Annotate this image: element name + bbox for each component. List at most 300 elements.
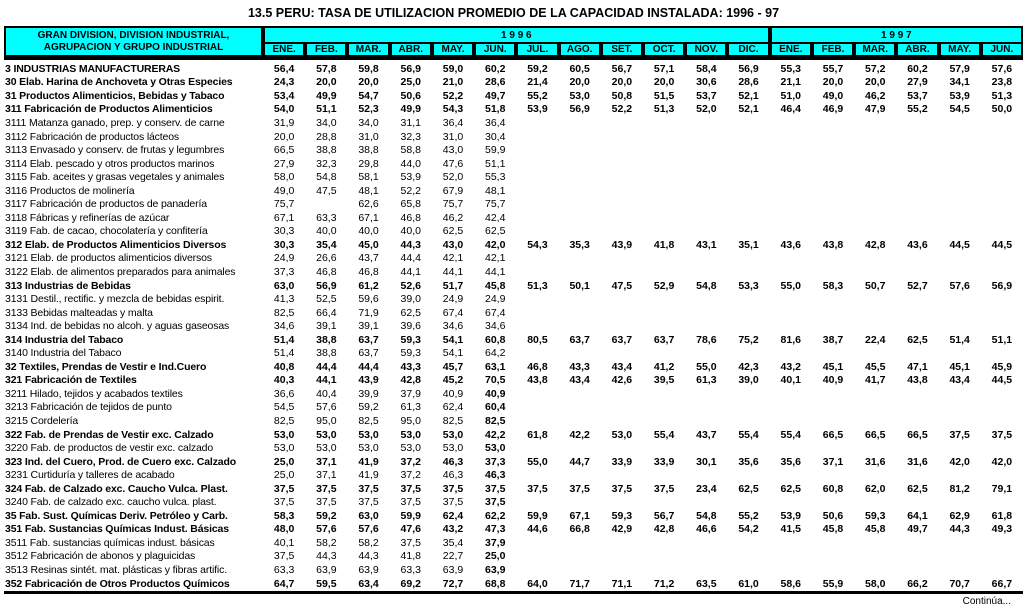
table-row bbox=[4, 536, 1023, 550]
value-cell: 36,4 bbox=[485, 116, 506, 129]
row-label: 3215 Cordelería bbox=[5, 414, 79, 427]
row-label: 3114 Elab. pescado y otros productos marinos bbox=[5, 157, 215, 170]
row-label: 352 Fabricación de Otros Productos Químicos bbox=[5, 577, 230, 590]
value-cell: 51,0 bbox=[780, 89, 801, 102]
value-cell: 41,8 bbox=[400, 550, 421, 563]
row-label: 3133 Bebidas malteadas y malta bbox=[5, 306, 153, 319]
value-cell: 71,1 bbox=[611, 577, 633, 590]
month-header-1997-may: MAY. bbox=[939, 42, 981, 57]
value-cell: 31,6 bbox=[907, 455, 928, 468]
value-cell: 58,3 bbox=[822, 279, 844, 292]
value-cell: 53,0 bbox=[273, 442, 295, 455]
value-cell: 24,9 bbox=[442, 293, 464, 306]
value-cell: 25,0 bbox=[273, 469, 295, 482]
value-cell: 37,5 bbox=[485, 496, 506, 509]
value-cell: 82,5 bbox=[358, 414, 379, 427]
value-cell: 67,9 bbox=[442, 184, 464, 197]
value-cell: 42,4 bbox=[485, 211, 506, 224]
value-cell: 37,9 bbox=[485, 536, 506, 549]
value-cell: 61,8 bbox=[527, 428, 548, 441]
value-cell: 54,8 bbox=[316, 171, 337, 184]
value-cell: 43,3 bbox=[569, 360, 590, 373]
value-cell: 40,3 bbox=[273, 374, 295, 387]
value-cell: 46,2 bbox=[865, 89, 886, 102]
value-cell: 81,6 bbox=[780, 333, 801, 346]
value-cell: 51,4 bbox=[273, 333, 295, 346]
value-cell: 38,8 bbox=[358, 144, 379, 157]
value-cell: 54,5 bbox=[949, 103, 970, 116]
value-cell: 41,7 bbox=[865, 374, 886, 387]
value-cell: 49,9 bbox=[400, 103, 421, 116]
value-cell: 30,3 bbox=[273, 225, 295, 238]
value-cell: 45,1 bbox=[822, 360, 844, 373]
value-cell: 42,2 bbox=[569, 428, 590, 441]
value-cell: 42,6 bbox=[611, 374, 633, 387]
row-label: 3118 Fábricas y refinerías de azúcar bbox=[5, 211, 170, 224]
value-cell: 56,9 bbox=[991, 279, 1013, 292]
value-cell: 43,2 bbox=[442, 523, 464, 536]
value-cell: 57,6 bbox=[991, 62, 1013, 75]
month-header-1996-nov: NOV. bbox=[685, 42, 727, 57]
value-cell: 28,8 bbox=[316, 130, 337, 143]
month-header-1997-mar: MAR. bbox=[854, 42, 896, 57]
value-cell: 58,4 bbox=[696, 62, 717, 75]
table-row bbox=[4, 279, 1023, 293]
value-cell: 31,6 bbox=[865, 455, 886, 468]
value-cell: 62,5 bbox=[907, 482, 928, 495]
value-cell: 53,9 bbox=[527, 103, 548, 116]
value-cell: 59,2 bbox=[316, 509, 337, 522]
value-cell: 47,5 bbox=[611, 279, 633, 292]
value-cell: 58,3 bbox=[273, 509, 295, 522]
value-cell: 30,6 bbox=[696, 76, 717, 89]
value-cell: 37,5 bbox=[991, 428, 1013, 441]
value-cell: 24,9 bbox=[273, 252, 295, 265]
value-cell: 44,3 bbox=[400, 238, 421, 251]
value-cell: 28,6 bbox=[738, 76, 759, 89]
value-cell: 36,4 bbox=[442, 116, 464, 129]
value-cell: 23,4 bbox=[696, 482, 717, 495]
value-cell: 63,7 bbox=[569, 333, 590, 346]
row-header-line1: GRAN DIVISION, DIVISION INDUSTRIAL, bbox=[37, 29, 230, 41]
table-row bbox=[4, 184, 1023, 198]
value-cell: 46,4 bbox=[780, 103, 801, 116]
value-cell: 60,5 bbox=[569, 62, 590, 75]
value-cell: 62,5 bbox=[738, 482, 759, 495]
value-cell: 53,9 bbox=[400, 171, 421, 184]
value-cell: 54,7 bbox=[358, 89, 379, 102]
row-label: 3511 Fab. sustancias químicas indust. básicas bbox=[5, 536, 215, 549]
value-cell: 39,5 bbox=[653, 374, 675, 387]
table-row bbox=[4, 265, 1023, 279]
month-header-1996-may: MAY. bbox=[432, 42, 474, 57]
value-cell: 82,5 bbox=[273, 414, 295, 427]
value-cell: 52,1 bbox=[738, 103, 759, 116]
value-cell: 75,7 bbox=[485, 198, 506, 211]
value-cell: 37,2 bbox=[400, 469, 421, 482]
value-cell: 51,1 bbox=[991, 333, 1013, 346]
value-cell: 53,0 bbox=[442, 442, 464, 455]
value-cell: 44,1 bbox=[442, 265, 464, 278]
value-cell: 20,0 bbox=[273, 130, 295, 143]
year-1996-header: 1 9 9 6 bbox=[263, 26, 770, 42]
value-cell: 45,7 bbox=[442, 360, 464, 373]
table-row bbox=[4, 197, 1023, 211]
value-cell: 55,0 bbox=[780, 279, 801, 292]
value-cell: 30,4 bbox=[485, 130, 506, 143]
row-label: 35 Fab. Sust. Químicas Deriv. Petróleo y Carb. bbox=[5, 509, 228, 522]
value-cell: 51,8 bbox=[485, 103, 506, 116]
value-cell: 60,4 bbox=[485, 401, 506, 414]
value-cell: 45,2 bbox=[442, 374, 464, 387]
value-cell: 66,2 bbox=[907, 577, 928, 590]
value-cell: 56,9 bbox=[400, 62, 421, 75]
row-header-cell bbox=[4, 26, 263, 57]
value-cell: 40,1 bbox=[780, 374, 801, 387]
value-cell: 53,3 bbox=[738, 279, 759, 292]
value-cell: 39,9 bbox=[358, 387, 379, 400]
value-cell: 37,5 bbox=[400, 536, 421, 549]
value-cell: 35,6 bbox=[780, 455, 801, 468]
value-cell: 58,2 bbox=[316, 536, 337, 549]
value-cell: 63,7 bbox=[358, 347, 379, 360]
value-cell: 63,9 bbox=[442, 564, 464, 576]
value-cell: 55,2 bbox=[738, 509, 759, 522]
value-cell: 35,4 bbox=[316, 238, 337, 251]
value-cell: 54,8 bbox=[696, 509, 717, 522]
value-cell: 63,5 bbox=[696, 577, 717, 590]
value-cell: 66,4 bbox=[316, 306, 337, 319]
table-row bbox=[4, 130, 1023, 144]
value-cell: 53,0 bbox=[569, 89, 590, 102]
row-label: 3112 Fabricación de productos lácteos bbox=[5, 130, 180, 143]
value-cell: 60,2 bbox=[485, 62, 506, 75]
value-cell: 51,3 bbox=[527, 279, 548, 292]
value-cell: 55,3 bbox=[485, 171, 506, 184]
table-row bbox=[4, 319, 1023, 333]
value-cell: 51,1 bbox=[316, 103, 337, 116]
value-cell: 39,1 bbox=[316, 320, 337, 333]
value-cell: 44,1 bbox=[316, 374, 337, 387]
value-cell: 42,0 bbox=[949, 455, 970, 468]
value-cell: 81,2 bbox=[949, 482, 970, 495]
value-cell: 82,5 bbox=[273, 306, 295, 319]
value-cell: 44,3 bbox=[316, 550, 337, 563]
value-cell: 58,1 bbox=[358, 171, 379, 184]
value-cell: 34,1 bbox=[949, 76, 970, 89]
value-cell: 42,9 bbox=[611, 523, 633, 536]
value-cell: 34,0 bbox=[358, 116, 379, 129]
value-cell: 26,6 bbox=[316, 252, 337, 265]
value-cell: 61,2 bbox=[358, 279, 379, 292]
value-cell: 70,7 bbox=[949, 577, 970, 590]
row-label: 3131 Destil., rectific. y mezcla de bebidas espirit. bbox=[5, 293, 225, 306]
value-cell: 34,6 bbox=[273, 320, 295, 333]
value-cell: 56,9 bbox=[316, 279, 337, 292]
value-cell: 24,9 bbox=[485, 293, 506, 306]
value-cell: 20,0 bbox=[316, 76, 337, 89]
value-cell: 61,0 bbox=[738, 577, 759, 590]
value-cell: 66,5 bbox=[907, 428, 928, 441]
table-row bbox=[4, 577, 1023, 591]
value-cell: 31,0 bbox=[442, 130, 464, 143]
value-cell: 53,4 bbox=[273, 89, 295, 102]
value-cell: 78,6 bbox=[696, 333, 717, 346]
value-cell: 52,9 bbox=[653, 279, 675, 292]
table-row bbox=[4, 496, 1023, 510]
value-cell: 66,5 bbox=[822, 428, 844, 441]
value-cell: 62,5 bbox=[780, 482, 801, 495]
month-header-1997-ene: ENE. bbox=[770, 42, 812, 57]
value-cell: 39,0 bbox=[400, 293, 421, 306]
value-cell: 75,2 bbox=[738, 333, 759, 346]
value-cell: 64,1 bbox=[907, 509, 928, 522]
value-cell: 56,4 bbox=[273, 62, 295, 75]
value-cell: 56,7 bbox=[611, 62, 633, 75]
value-cell: 52,7 bbox=[907, 279, 928, 292]
value-cell: 60,2 bbox=[907, 62, 928, 75]
value-cell: 44,6 bbox=[527, 523, 548, 536]
value-cell: 53,0 bbox=[485, 442, 506, 455]
value-cell: 55,4 bbox=[653, 428, 675, 441]
value-cell: 25,0 bbox=[400, 76, 421, 89]
table-row bbox=[4, 387, 1023, 401]
value-cell: 37,5 bbox=[316, 496, 337, 509]
value-cell: 67,1 bbox=[569, 509, 590, 522]
value-cell: 35,6 bbox=[738, 455, 759, 468]
value-cell: 53,9 bbox=[780, 509, 801, 522]
value-cell: 55,9 bbox=[822, 577, 844, 590]
value-cell: 42,8 bbox=[400, 374, 421, 387]
value-cell: 40,9 bbox=[822, 374, 844, 387]
value-cell: 49,0 bbox=[822, 89, 844, 102]
value-cell: 24,3 bbox=[273, 76, 295, 89]
value-cell: 66,5 bbox=[865, 428, 886, 441]
table-row bbox=[4, 211, 1023, 225]
value-cell: 59,3 bbox=[400, 347, 421, 360]
value-cell: 22,4 bbox=[865, 333, 886, 346]
row-label: 321 Fabricación de Textiles bbox=[5, 374, 137, 387]
value-cell: 25,0 bbox=[273, 455, 295, 468]
value-cell: 63,9 bbox=[316, 564, 337, 576]
value-cell: 23,8 bbox=[991, 76, 1013, 89]
value-cell: 30,1 bbox=[696, 455, 717, 468]
value-cell: 38,7 bbox=[822, 333, 844, 346]
value-cell: 30,3 bbox=[273, 238, 295, 251]
value-cell: 72,7 bbox=[442, 577, 464, 590]
value-cell: 44,4 bbox=[316, 360, 337, 373]
value-cell: 63,7 bbox=[653, 333, 675, 346]
value-cell: 57,8 bbox=[316, 62, 337, 75]
row-label: 3211 Hilado, tejidos y acabados textiles bbox=[5, 387, 183, 400]
value-cell: 43,8 bbox=[907, 374, 928, 387]
value-cell: 44,3 bbox=[949, 523, 970, 536]
row-label: 312 Elab. de Productos Alimenticios Diversos bbox=[5, 238, 227, 251]
value-cell: 71,7 bbox=[569, 577, 590, 590]
value-cell: 63,7 bbox=[358, 333, 379, 346]
value-cell: 95,0 bbox=[316, 414, 337, 427]
value-cell: 57,9 bbox=[949, 62, 970, 75]
row-label: 3115 Fab. aceites y grasas vegetales y animales bbox=[5, 171, 225, 184]
value-cell: 64,2 bbox=[485, 347, 506, 360]
value-cell: 55,2 bbox=[527, 89, 548, 102]
value-cell: 43,1 bbox=[696, 238, 717, 251]
value-cell: 48,1 bbox=[485, 184, 506, 197]
value-cell: 40,0 bbox=[316, 225, 337, 238]
value-cell: 37,5 bbox=[400, 482, 421, 495]
value-cell: 45,5 bbox=[865, 360, 886, 373]
value-cell: 43,6 bbox=[907, 238, 928, 251]
value-cell: 49,7 bbox=[485, 89, 506, 102]
value-cell: 37,5 bbox=[611, 482, 633, 495]
value-cell: 70,5 bbox=[485, 374, 506, 387]
value-cell: 57,6 bbox=[316, 523, 337, 536]
value-cell: 64,0 bbox=[527, 577, 548, 590]
value-cell: 54,2 bbox=[738, 523, 759, 536]
month-header-1996-abr: ABR. bbox=[390, 42, 432, 57]
value-cell: 49,9 bbox=[316, 89, 337, 102]
value-cell: 37,5 bbox=[273, 482, 295, 495]
value-cell: 37,1 bbox=[316, 469, 337, 482]
value-cell: 47,9 bbox=[865, 103, 886, 116]
value-cell: 43,7 bbox=[358, 252, 379, 265]
value-cell: 49,0 bbox=[273, 184, 295, 197]
value-cell: 71,2 bbox=[653, 577, 675, 590]
value-cell: 58,0 bbox=[273, 171, 295, 184]
value-cell: 34,0 bbox=[316, 116, 337, 129]
value-cell: 37,5 bbox=[316, 482, 337, 495]
value-cell: 62,6 bbox=[358, 198, 379, 211]
value-cell: 21,4 bbox=[527, 76, 548, 89]
value-cell: 62,5 bbox=[907, 333, 928, 346]
month-header-1997-jun: JUN. bbox=[981, 42, 1023, 57]
table-row bbox=[4, 333, 1023, 347]
value-cell: 57,6 bbox=[316, 401, 337, 414]
value-cell: 60,8 bbox=[822, 482, 844, 495]
value-cell: 46,3 bbox=[485, 469, 506, 482]
value-cell: 54,3 bbox=[527, 238, 548, 251]
row-label: 3220 Fab. de productos de vestir exc. calzado bbox=[5, 442, 214, 455]
value-cell: 46,3 bbox=[442, 469, 464, 482]
value-cell: 40,0 bbox=[400, 225, 421, 238]
value-cell: 63,0 bbox=[273, 279, 295, 292]
value-cell: 48,1 bbox=[358, 184, 379, 197]
value-cell: 44,4 bbox=[358, 360, 379, 373]
table-row bbox=[4, 401, 1023, 415]
value-cell: 45,8 bbox=[822, 523, 844, 536]
value-cell: 62,0 bbox=[865, 482, 886, 495]
value-cell: 37,9 bbox=[400, 387, 421, 400]
value-cell: 53,0 bbox=[611, 428, 633, 441]
value-cell: 63,9 bbox=[358, 564, 379, 576]
value-cell: 25,0 bbox=[485, 550, 506, 563]
value-cell: 61,8 bbox=[991, 509, 1013, 522]
row-header-line2: AGRUPACION Y GRUPO INDUSTRIAL bbox=[43, 42, 224, 54]
row-label: 323 Ind. del Cuero, Prod. de Cuero exc. Calzado bbox=[5, 455, 237, 468]
value-cell: 43,8 bbox=[527, 374, 548, 387]
value-cell: 79,1 bbox=[991, 482, 1013, 495]
continuation-note: Continúa... bbox=[962, 596, 1011, 607]
value-cell: 82,5 bbox=[485, 414, 506, 427]
value-cell: 39,6 bbox=[400, 320, 421, 333]
value-cell: 59,9 bbox=[485, 144, 506, 157]
value-cell: 40,0 bbox=[358, 225, 379, 238]
value-cell: 43,9 bbox=[611, 238, 633, 251]
month-header-1997-abr: ABR. bbox=[896, 42, 938, 57]
table-row bbox=[4, 563, 1023, 577]
month-header-1996-ago: AGO. bbox=[559, 42, 601, 57]
row-label: 3240 Fab. de calzado exc. caucho vulca. plast. bbox=[5, 496, 217, 509]
value-cell: 37,3 bbox=[273, 265, 295, 278]
table-header bbox=[4, 26, 1023, 60]
value-cell: 45,0 bbox=[358, 238, 379, 251]
table-row bbox=[4, 76, 1023, 90]
value-cell: 42,1 bbox=[442, 252, 464, 265]
value-cell: 46,8 bbox=[527, 360, 548, 373]
value-cell: 47,1 bbox=[907, 360, 928, 373]
value-cell: 38,8 bbox=[316, 144, 337, 157]
value-cell: 44,7 bbox=[569, 455, 590, 468]
value-cell: 48,0 bbox=[273, 523, 295, 536]
value-cell: 37,5 bbox=[527, 482, 548, 495]
value-cell: 59,8 bbox=[358, 62, 379, 75]
value-cell: 56,9 bbox=[569, 103, 590, 116]
table-row bbox=[4, 238, 1023, 252]
value-cell: 21,1 bbox=[780, 76, 801, 89]
value-cell: 53,7 bbox=[907, 89, 928, 102]
table-row bbox=[4, 103, 1023, 117]
value-cell: 53,0 bbox=[316, 428, 337, 441]
value-cell: 53,0 bbox=[400, 428, 421, 441]
month-header-1996-oct: OCT. bbox=[643, 42, 685, 57]
value-cell: 42,0 bbox=[991, 455, 1013, 468]
year-1997-header: 1 9 9 7 bbox=[770, 26, 1023, 42]
page-title: 13.5 PERU: TASA DE UTILIZACION PROMEDIO DE LA CAPACIDAD INSTALADA: 1996 - 97 bbox=[247, 6, 780, 20]
row-label: 3117 Fabricación de productos de panadería bbox=[5, 198, 207, 211]
value-cell: 53,7 bbox=[696, 89, 717, 102]
value-cell: 33,9 bbox=[611, 455, 633, 468]
value-cell: 63,3 bbox=[316, 211, 337, 224]
value-cell: 38,8 bbox=[316, 347, 337, 360]
table-row bbox=[4, 143, 1023, 157]
value-cell: 43,4 bbox=[949, 374, 970, 387]
value-cell: 44,0 bbox=[400, 157, 421, 170]
value-cell: 59,5 bbox=[316, 577, 337, 590]
value-cell: 41,2 bbox=[653, 360, 675, 373]
value-cell: 44,3 bbox=[358, 550, 379, 563]
value-cell: 52,0 bbox=[696, 103, 717, 116]
value-cell: 40,9 bbox=[485, 387, 506, 400]
value-cell: 40,4 bbox=[316, 387, 337, 400]
value-cell: 53,0 bbox=[358, 442, 379, 455]
value-cell: 43,8 bbox=[822, 238, 844, 251]
value-cell: 42,8 bbox=[865, 238, 886, 251]
value-cell: 50,6 bbox=[400, 89, 421, 102]
value-cell: 66,8 bbox=[569, 523, 590, 536]
value-cell: 63,9 bbox=[485, 564, 506, 576]
table-row bbox=[4, 170, 1023, 184]
value-cell: 52,5 bbox=[316, 293, 337, 306]
value-cell: 47,6 bbox=[400, 523, 421, 536]
value-cell: 62,9 bbox=[949, 509, 970, 522]
table-row bbox=[4, 468, 1023, 482]
value-cell: 80,5 bbox=[527, 333, 548, 346]
value-cell: 53,9 bbox=[949, 89, 970, 102]
value-cell: 57,6 bbox=[949, 279, 970, 292]
row-label: 313 Industrias de Bebidas bbox=[5, 279, 131, 292]
value-cell: 53,0 bbox=[316, 442, 337, 455]
value-cell: 50,1 bbox=[569, 279, 590, 292]
